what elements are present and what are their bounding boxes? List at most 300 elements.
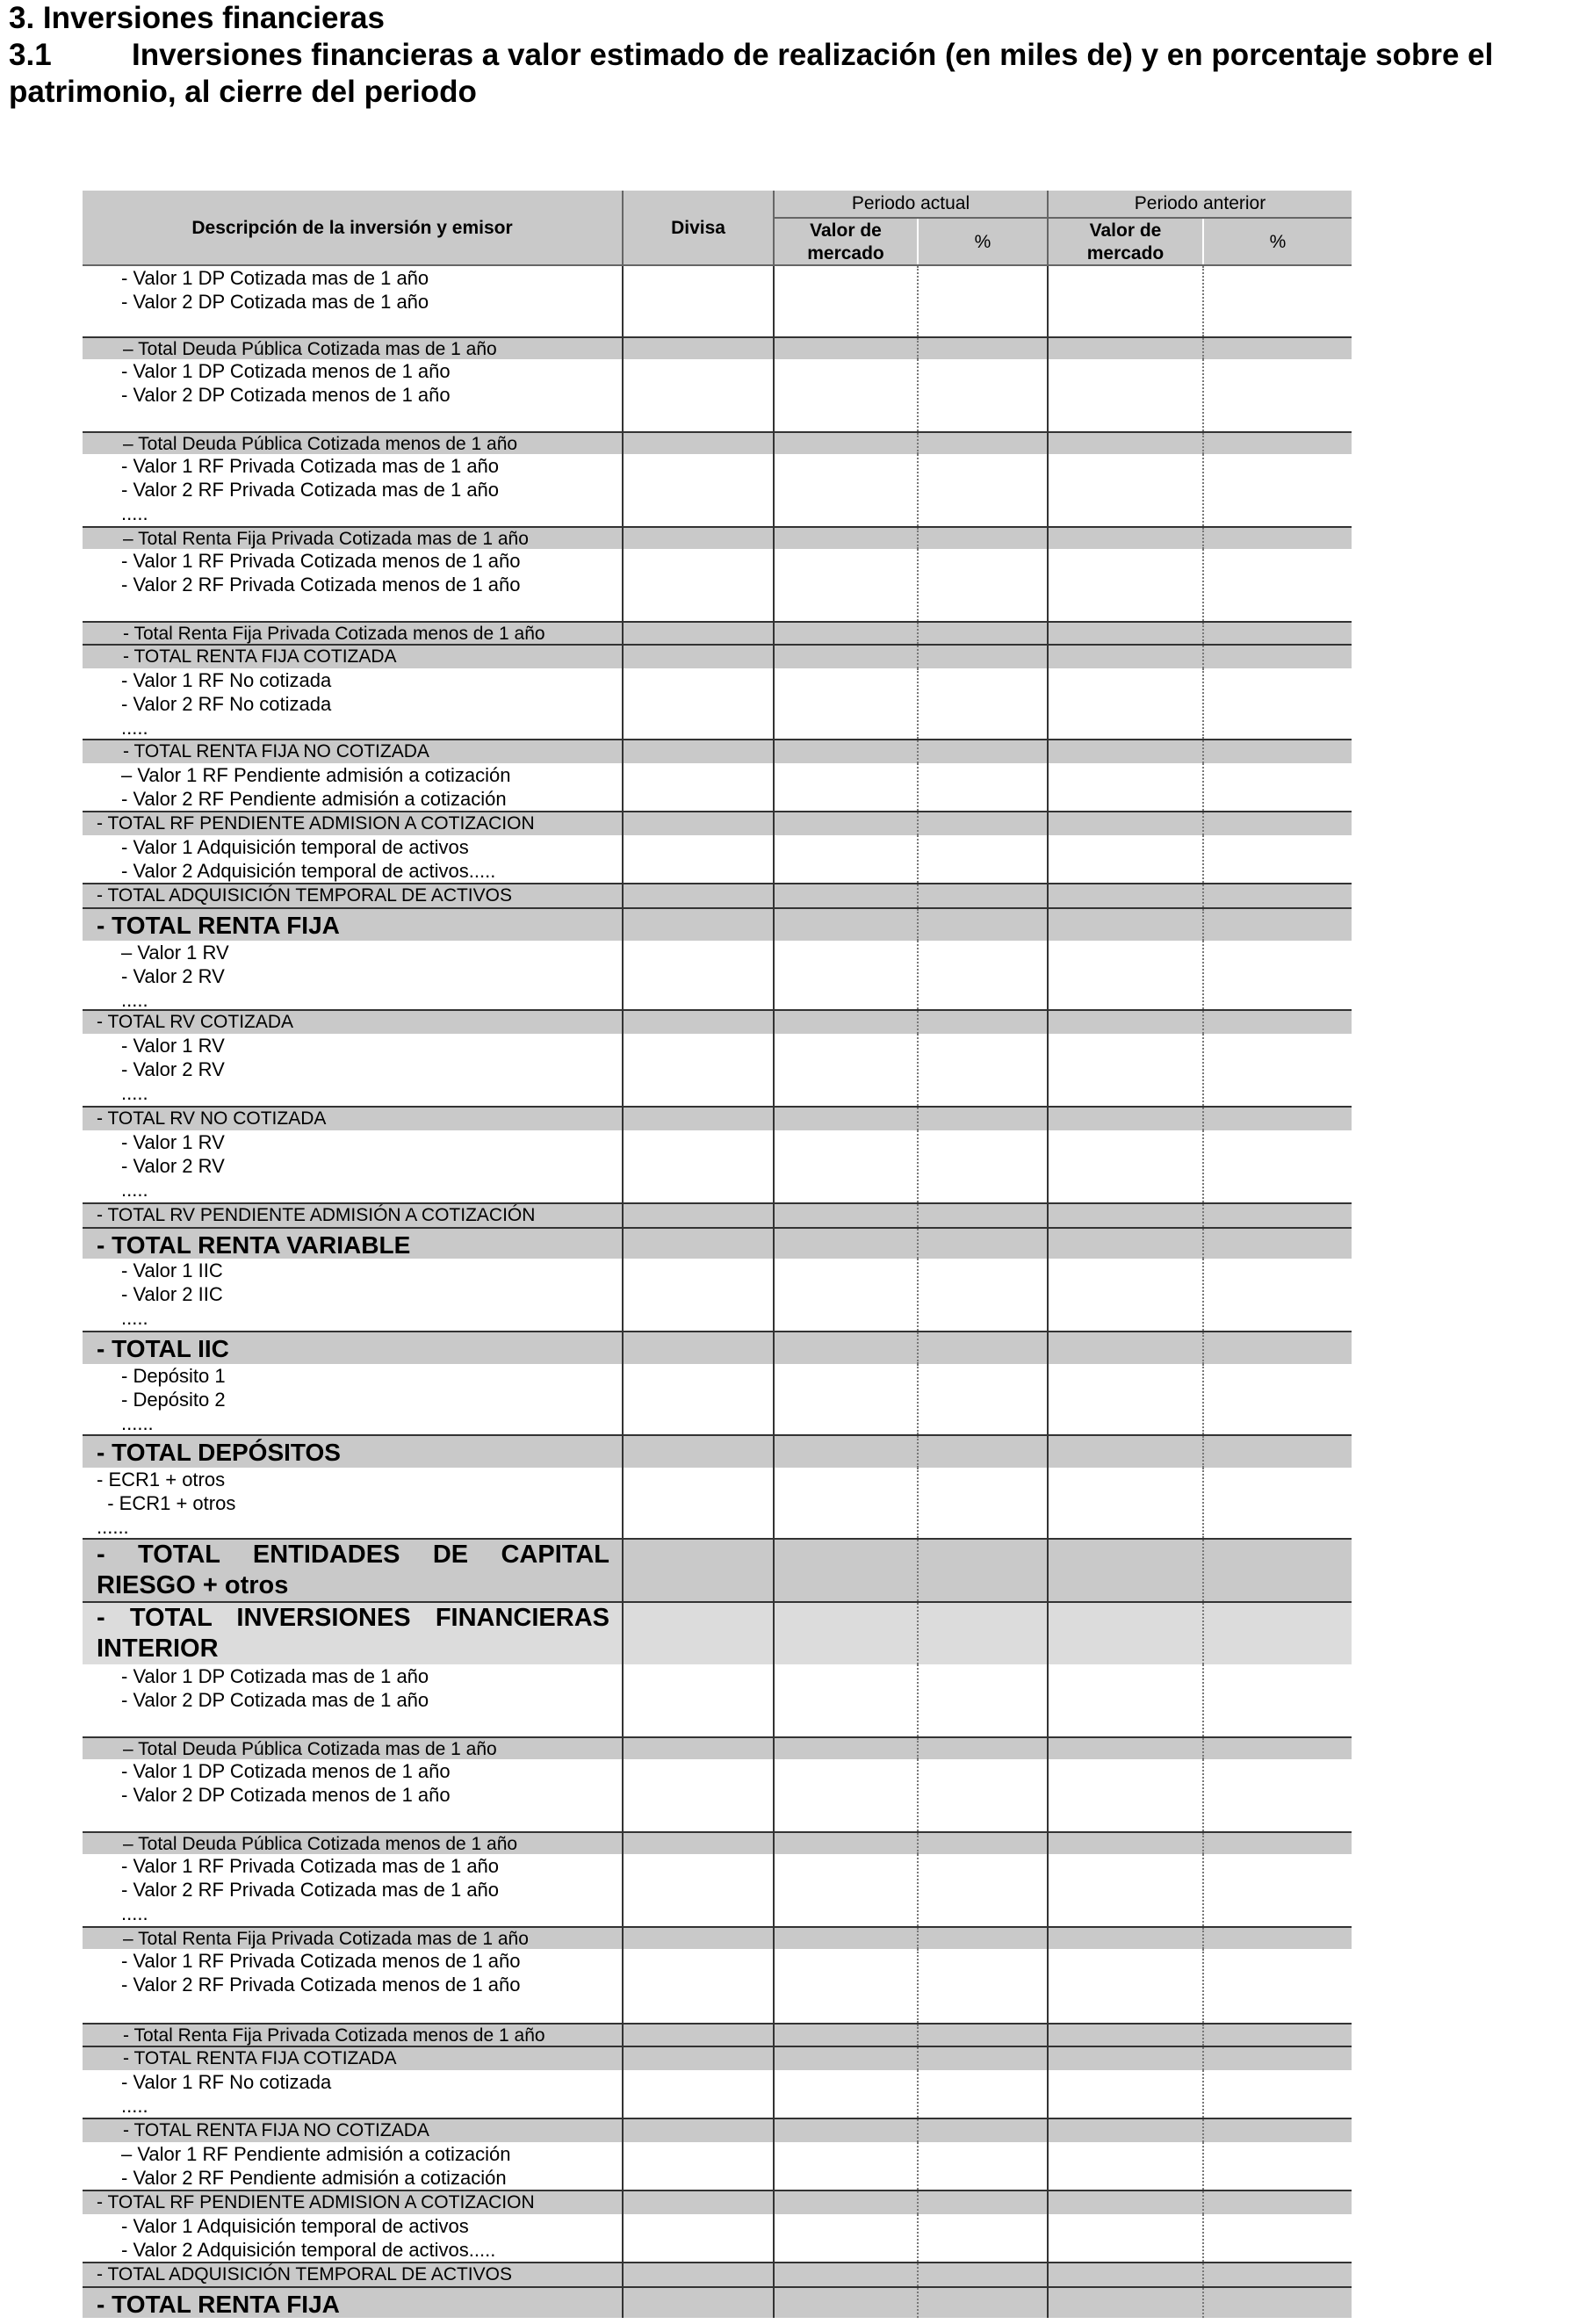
col-divider <box>1047 909 1049 941</box>
col-divider-dotted <box>917 2263 919 2286</box>
col-divider <box>773 1204 775 1227</box>
col-divider-dotted <box>917 2024 919 2046</box>
col-divider-dotted <box>1202 1833 1204 1854</box>
col-divider <box>622 2263 624 2286</box>
col-divider-dotted <box>917 2142 919 2190</box>
total-row <box>83 1331 1352 1364</box>
table-row <box>83 549 1352 621</box>
col-divider <box>773 1332 775 1364</box>
col-divider <box>773 2024 775 2046</box>
col-divider <box>1047 1928 1049 1949</box>
total-label: - Total Renta Fija Privada Cotizada menos de 1 año <box>123 2025 545 2046</box>
col-divider-dotted <box>1202 884 1204 907</box>
col-divider <box>1047 1011 1049 1034</box>
col-divider <box>773 433 775 454</box>
header-valor-mercado-previous: Valor de mercado <box>1049 219 1202 266</box>
row-description <box>83 1468 620 1538</box>
total-label: – Total Renta Fija Privada Cotizada mas de 1 año <box>123 1929 529 1949</box>
row-line: - Valor 2 RF Privada Cotizada menos de 1 año <box>121 1974 521 1996</box>
col-divider-dotted <box>917 740 919 763</box>
col-divider-dotted <box>917 454 919 526</box>
page-heading <box>9 0 1568 111</box>
col-divider-dotted <box>917 1949 919 2023</box>
col-divider <box>773 1229 775 1259</box>
col-divider <box>622 763 624 811</box>
total-label: – Total Deuda Pública Cotizada menos de 1 año <box>123 434 518 454</box>
col-divider <box>1047 740 1049 763</box>
total-label: - TOTAL RF PENDIENTE ADMISION A COTIZACION <box>97 813 535 834</box>
total-row <box>83 2023 1352 2046</box>
col-divider-dotted <box>1202 2214 1204 2262</box>
col-divider-dotted <box>1202 909 1204 941</box>
col-divider <box>622 1364 624 1434</box>
col-divider-dotted <box>1202 1108 1204 1130</box>
col-divider <box>622 1928 624 1949</box>
subsection-number: 3.1 <box>9 38 52 72</box>
row-line: ..... <box>121 1307 148 1329</box>
col-divider <box>622 941 624 1009</box>
col-divider <box>1047 1034 1049 1106</box>
row-line: - Valor 2 RV <box>121 965 225 987</box>
col-divider-dotted <box>1202 1854 1204 1926</box>
col-divider <box>1047 549 1049 621</box>
col-divider-dotted <box>1202 1949 1204 2023</box>
col-divider <box>622 1436 624 1468</box>
table-body <box>83 266 1352 2318</box>
col-divider <box>773 1949 775 2023</box>
col-divider <box>622 646 624 668</box>
col-divider-dotted <box>917 2288 919 2318</box>
col-divider <box>622 528 624 549</box>
col-divider <box>1047 1738 1049 1759</box>
col-divider-dotted <box>917 941 919 1009</box>
col-divider-dotted <box>917 1436 919 1468</box>
col-divider <box>622 1738 624 1759</box>
col-divider-dotted <box>1202 266 1204 336</box>
table-row <box>83 1949 1352 2023</box>
col-divider-dotted <box>917 359 919 431</box>
header-pct-current: % <box>919 219 1047 266</box>
col-divider <box>773 1130 775 1202</box>
col-divider-dotted <box>917 2070 919 2118</box>
row-line: - Valor 2 Adquisición temporal de activos..... <box>121 860 496 882</box>
row-line: - Valor 2 RF No cotizada <box>121 693 332 715</box>
col-divider-dotted <box>1202 359 1204 431</box>
col-divider <box>773 1854 775 1926</box>
col-divider <box>1047 1603 1049 1664</box>
row-line: – Valor 1 RF Pendiente admisión a cotización <box>121 764 511 786</box>
col-divider <box>773 2142 775 2190</box>
row-description <box>83 1130 620 1202</box>
col-divider-dotted <box>1202 2070 1204 2118</box>
table-row <box>83 359 1352 431</box>
col-divider <box>1047 941 1049 1009</box>
col-divider-dotted <box>1202 433 1204 454</box>
col-divider <box>773 1759 775 1831</box>
total-label: – Total Deuda Pública Cotizada mas de 1 año <box>123 1739 497 1759</box>
col-divider <box>773 1540 775 1601</box>
col-divider-dotted <box>1202 1928 1204 1949</box>
col-divider <box>773 2214 775 2262</box>
col-divider-dotted <box>917 1364 919 1434</box>
col-divider-dotted <box>1202 1229 1204 1259</box>
col-divider <box>622 1540 624 1601</box>
col-divider <box>622 1204 624 1227</box>
col-divider-dotted <box>1202 549 1204 621</box>
row-line: – Valor 1 RF Pendiente admisión a cotización <box>121 2143 511 2165</box>
col-divider-dotted <box>1202 1332 1204 1364</box>
row-line: ..... <box>121 989 148 1009</box>
col-divider <box>622 1011 624 1034</box>
col-divider <box>1047 1259 1049 1331</box>
col-divider <box>1047 1436 1049 1468</box>
row-line: - Valor 1 RF No cotizada <box>121 2071 332 2093</box>
total-row <box>83 1736 1352 1759</box>
table-row <box>83 763 1352 811</box>
col-divider-dotted <box>1202 1011 1204 1034</box>
col-divider-dotted <box>1202 1436 1204 1468</box>
col-divider <box>622 623 624 644</box>
row-line: - Valor 2 RV <box>121 1155 225 1177</box>
col-divider-dotted <box>917 1332 919 1364</box>
col-divider <box>773 2070 775 2118</box>
row-line: - Valor 1 RF Privada Cotizada mas de 1 año <box>121 455 500 477</box>
row-line: - Valor 2 RF Pendiente admisión a cotización <box>121 2167 507 2189</box>
header-valor-mercado-current: Valor de mercado <box>775 219 917 266</box>
col-divider <box>1047 1854 1049 1926</box>
row-line: - Valor 1 RF Privada Cotizada menos de 1 año <box>121 550 521 572</box>
row-line: - Valor 2 RF Privada Cotizada mas de 1 año <box>121 479 500 501</box>
col-divider <box>773 668 775 739</box>
col-divider <box>1047 1130 1049 1202</box>
col-divider <box>1047 338 1049 359</box>
col-divider <box>1047 2024 1049 2046</box>
table-row <box>83 454 1352 526</box>
header-pct-previous: % <box>1204 219 1352 266</box>
col-divider <box>1047 623 1049 644</box>
col-divider <box>773 549 775 621</box>
row-line: - Valor 1 Adquisición temporal de activos <box>121 836 469 858</box>
col-divider <box>773 812 775 835</box>
header-period-current: Periodo actual <box>775 191 1047 217</box>
total-label: – Total Deuda Pública Cotizada mas de 1 año <box>123 339 497 359</box>
row-line: - Valor 2 RF Privada Cotizada mas de 1 año <box>121 1879 500 1901</box>
row-line: - Valor 2 DP Cotizada menos de 1 año <box>121 1784 451 1806</box>
total-row <box>83 1106 1352 1130</box>
row-description <box>83 1664 620 1736</box>
row-line: - Depósito 2 <box>121 1389 226 1411</box>
col-divider-dotted <box>917 1204 919 1227</box>
total-row <box>83 1926 1352 1949</box>
row-description <box>83 359 620 431</box>
col-divider <box>1047 1229 1049 1259</box>
table-row <box>83 1034 1352 1106</box>
total-label: - TOTAL ADQUISICIÓN TEMPORAL DE ACTIVOS <box>97 885 512 906</box>
col-divider-dotted <box>917 2191 919 2214</box>
col-divider-dotted <box>1202 2119 1204 2142</box>
total-label: - TOTAL RF PENDIENTE ADMISION A COTIZACION <box>97 2192 535 2212</box>
col-divider-dotted <box>917 1759 919 1831</box>
col-divider <box>622 668 624 739</box>
col-divider-dotted <box>917 835 919 883</box>
total-row <box>83 526 1352 549</box>
col-divider <box>773 740 775 763</box>
row-line: - Valor 1 RF Privada Cotizada mas de 1 año <box>121 1855 500 1877</box>
col-divider-dotted <box>1202 2263 1204 2286</box>
row-line: ..... <box>121 1179 148 1201</box>
table-row <box>83 1259 1352 1331</box>
col-divider-dotted <box>917 763 919 811</box>
col-divider <box>622 884 624 907</box>
col-divider <box>1047 1332 1049 1364</box>
row-line: - Valor 1 DP Cotizada menos de 1 año <box>121 360 451 382</box>
col-divider-dotted <box>1202 763 1204 811</box>
col-divider-dotted <box>1202 2047 1204 2070</box>
col-divider <box>622 1854 624 1926</box>
total-row <box>83 2190 1352 2214</box>
total-label: – Total Renta Fija Privada Cotizada mas de 1 año <box>123 529 529 549</box>
col-divider-dotted <box>1202 2191 1204 2214</box>
col-divider <box>1047 763 1049 811</box>
total-row <box>83 1434 1352 1468</box>
total-label: - TOTAL ADQUISICIÓN TEMPORAL DE ACTIVOS <box>97 2264 512 2284</box>
col-divider <box>1047 1949 1049 2023</box>
col-divider-dotted <box>1202 1759 1204 1831</box>
col-divider <box>1047 812 1049 835</box>
col-divider <box>622 1759 624 1831</box>
col-divider <box>1047 454 1049 526</box>
col-divider <box>622 812 624 835</box>
col-divider-dotted <box>917 884 919 907</box>
col-divider <box>773 2047 775 2070</box>
col-divider <box>622 1332 624 1364</box>
col-divider <box>773 528 775 549</box>
table-header <box>83 191 1352 266</box>
col-divider <box>622 338 624 359</box>
col-divider <box>1047 2214 1049 2262</box>
total-row <box>83 883 1352 907</box>
row-description <box>83 941 620 1009</box>
total-row <box>83 336 1352 359</box>
total-label: - TOTAL IIC <box>97 1335 229 1362</box>
row-description <box>83 835 620 883</box>
col-divider <box>773 2263 775 2286</box>
col-divider-dotted <box>917 2047 919 2070</box>
col-divider-dotted <box>1202 623 1204 644</box>
col-divider-dotted <box>917 266 919 336</box>
row-line: - Valor 2 RV <box>121 1058 225 1080</box>
header-description: Descripción de la inversión y emisor <box>83 191 622 266</box>
row-line: ..... <box>121 1902 148 1924</box>
header-period-previous: Periodo anterior <box>1049 191 1352 217</box>
header-divider <box>1047 191 1049 266</box>
section-title: 3. Inversiones financieras <box>9 1 385 35</box>
col-divider <box>1047 1364 1049 1434</box>
row-line: - Valor 1 DP Cotizada mas de 1 año <box>121 267 429 289</box>
col-divider <box>773 763 775 811</box>
total-label: - TOTAL RENTA FIJA NO COTIZADA <box>123 741 429 761</box>
total-row <box>83 2118 1352 2142</box>
col-divider-dotted <box>1202 835 1204 883</box>
table-row <box>83 2070 1352 2118</box>
col-divider-dotted <box>1202 2024 1204 2046</box>
col-divider-dotted <box>917 1229 919 1259</box>
table-row <box>83 941 1352 1009</box>
col-divider-dotted <box>1202 1603 1204 1664</box>
col-divider <box>1047 2142 1049 2190</box>
total-row <box>83 1009 1352 1034</box>
col-divider <box>622 909 624 941</box>
row-line: ...... <box>121 1412 154 1434</box>
row-line: - Valor 1 DP Cotizada mas de 1 año <box>121 1665 429 1687</box>
total-label: - TOTAL RV COTIZADA <box>97 1012 294 1032</box>
col-divider <box>773 1664 775 1736</box>
total-label: – Total Deuda Pública Cotizada menos de 1 año <box>123 1834 518 1854</box>
row-line: - Valor 1 RV <box>121 1131 225 1153</box>
col-divider <box>622 1603 624 1664</box>
table-row <box>83 1130 1352 1202</box>
col-divider <box>773 1259 775 1331</box>
row-line: - Valor 2 DP Cotizada mas de 1 año <box>121 291 429 313</box>
row-description <box>83 668 620 739</box>
col-divider <box>622 1034 624 1106</box>
col-divider <box>622 359 624 431</box>
row-description <box>83 266 620 336</box>
col-divider <box>1047 359 1049 431</box>
col-divider-dotted <box>1202 528 1204 549</box>
col-divider <box>622 1108 624 1130</box>
col-divider <box>622 2288 624 2318</box>
row-description <box>83 1364 620 1434</box>
col-divider <box>622 1949 624 2023</box>
total-row <box>83 2046 1352 2070</box>
total-row <box>83 1227 1352 1259</box>
col-divider-dotted <box>917 1603 919 1664</box>
row-description <box>83 763 620 811</box>
col-divider <box>773 2119 775 2142</box>
row-line: - Depósito 1 <box>121 1365 226 1387</box>
col-divider-dotted <box>1202 941 1204 1009</box>
row-description <box>83 1759 620 1831</box>
row-line: – Valor 1 RV <box>121 942 229 964</box>
row-description <box>83 549 620 621</box>
col-divider <box>773 623 775 644</box>
col-divider-dotted <box>1202 2288 1204 2318</box>
col-divider <box>1047 1540 1049 1601</box>
col-divider <box>1047 2070 1049 2118</box>
col-divider-dotted <box>1202 338 1204 359</box>
col-divider <box>773 884 775 907</box>
col-divider <box>1047 1664 1049 1736</box>
col-divider <box>622 2142 624 2190</box>
col-divider <box>773 1833 775 1854</box>
table-row <box>83 1468 1352 1538</box>
col-divider <box>622 1229 624 1259</box>
col-divider-dotted <box>917 623 919 644</box>
col-divider <box>773 1738 775 1759</box>
col-divider <box>1047 1759 1049 1831</box>
total-label: - TOTAL RENTA FIJA COTIZADA <box>123 646 397 667</box>
row-line: ...... <box>97 1516 129 1538</box>
col-divider <box>773 338 775 359</box>
col-divider <box>773 1928 775 1949</box>
col-divider <box>773 454 775 526</box>
col-divider <box>622 2119 624 2142</box>
row-line: - Valor 1 RF Privada Cotizada menos de 1 año <box>121 1950 521 1972</box>
subsection-title <box>9 37 1568 111</box>
col-divider <box>773 1034 775 1106</box>
row-line: - Valor 2 IIC <box>121 1283 223 1305</box>
col-divider <box>1047 1108 1049 1130</box>
col-divider <box>1047 2288 1049 2318</box>
total-row <box>83 2262 1352 2286</box>
total-row <box>83 1202 1352 1227</box>
col-divider-dotted <box>1202 646 1204 668</box>
header-divider <box>775 217 1352 219</box>
col-divider-dotted <box>917 1854 919 1926</box>
col-divider-dotted <box>1202 1034 1204 1106</box>
col-divider <box>1047 2047 1049 2070</box>
col-divider <box>1047 1468 1049 1538</box>
table-row <box>83 1364 1352 1434</box>
col-divider-dotted <box>1202 1130 1204 1202</box>
total-label: - TOTAL RV PENDIENTE ADMISIÓN A COTIZACIÓN <box>97 1205 536 1225</box>
table-row <box>83 266 1352 336</box>
col-divider-dotted <box>1202 1204 1204 1227</box>
col-divider-dotted <box>917 646 919 668</box>
header-divider <box>773 191 775 266</box>
total-row <box>83 2286 1352 2318</box>
col-divider-dotted <box>1202 812 1204 835</box>
col-divider <box>1047 2191 1049 2214</box>
col-divider-dotted <box>917 1468 919 1538</box>
row-line: ..... <box>121 1082 148 1104</box>
col-divider <box>1047 646 1049 668</box>
total-row <box>83 1601 1352 1664</box>
row-line: - Valor 1 IIC <box>121 1259 223 1281</box>
col-divider <box>773 1603 775 1664</box>
col-divider <box>622 2070 624 2118</box>
col-divider <box>622 454 624 526</box>
col-divider <box>1047 266 1049 336</box>
col-divider-dotted <box>917 528 919 549</box>
col-divider <box>773 1436 775 1468</box>
total-label: - TOTAL RENTA FIJA NO COTIZADA <box>123 2120 429 2140</box>
col-divider <box>1047 884 1049 907</box>
col-divider <box>1047 433 1049 454</box>
row-description <box>83 454 620 526</box>
total-label: - TOTAL RENTA VARIABLE <box>97 1231 411 1259</box>
row-description <box>83 2142 620 2190</box>
col-divider <box>622 1664 624 1736</box>
total-row <box>83 739 1352 763</box>
total-row <box>83 1831 1352 1854</box>
col-divider-dotted <box>1202 668 1204 739</box>
total-row <box>83 811 1352 835</box>
row-line: - ECR1 + otros <box>97 1492 236 1514</box>
row-description <box>83 2214 620 2262</box>
col-divider <box>773 941 775 1009</box>
col-divider-dotted <box>917 812 919 835</box>
col-divider-dotted <box>917 433 919 454</box>
row-line: - Valor 2 DP Cotizada menos de 1 año <box>121 384 451 406</box>
col-divider <box>773 2191 775 2214</box>
col-divider <box>773 909 775 941</box>
col-divider-dotted <box>1202 2142 1204 2190</box>
total-label: - TOTAL DEPÓSITOS <box>97 1439 341 1466</box>
total-row <box>83 644 1352 668</box>
table-row <box>83 2142 1352 2190</box>
